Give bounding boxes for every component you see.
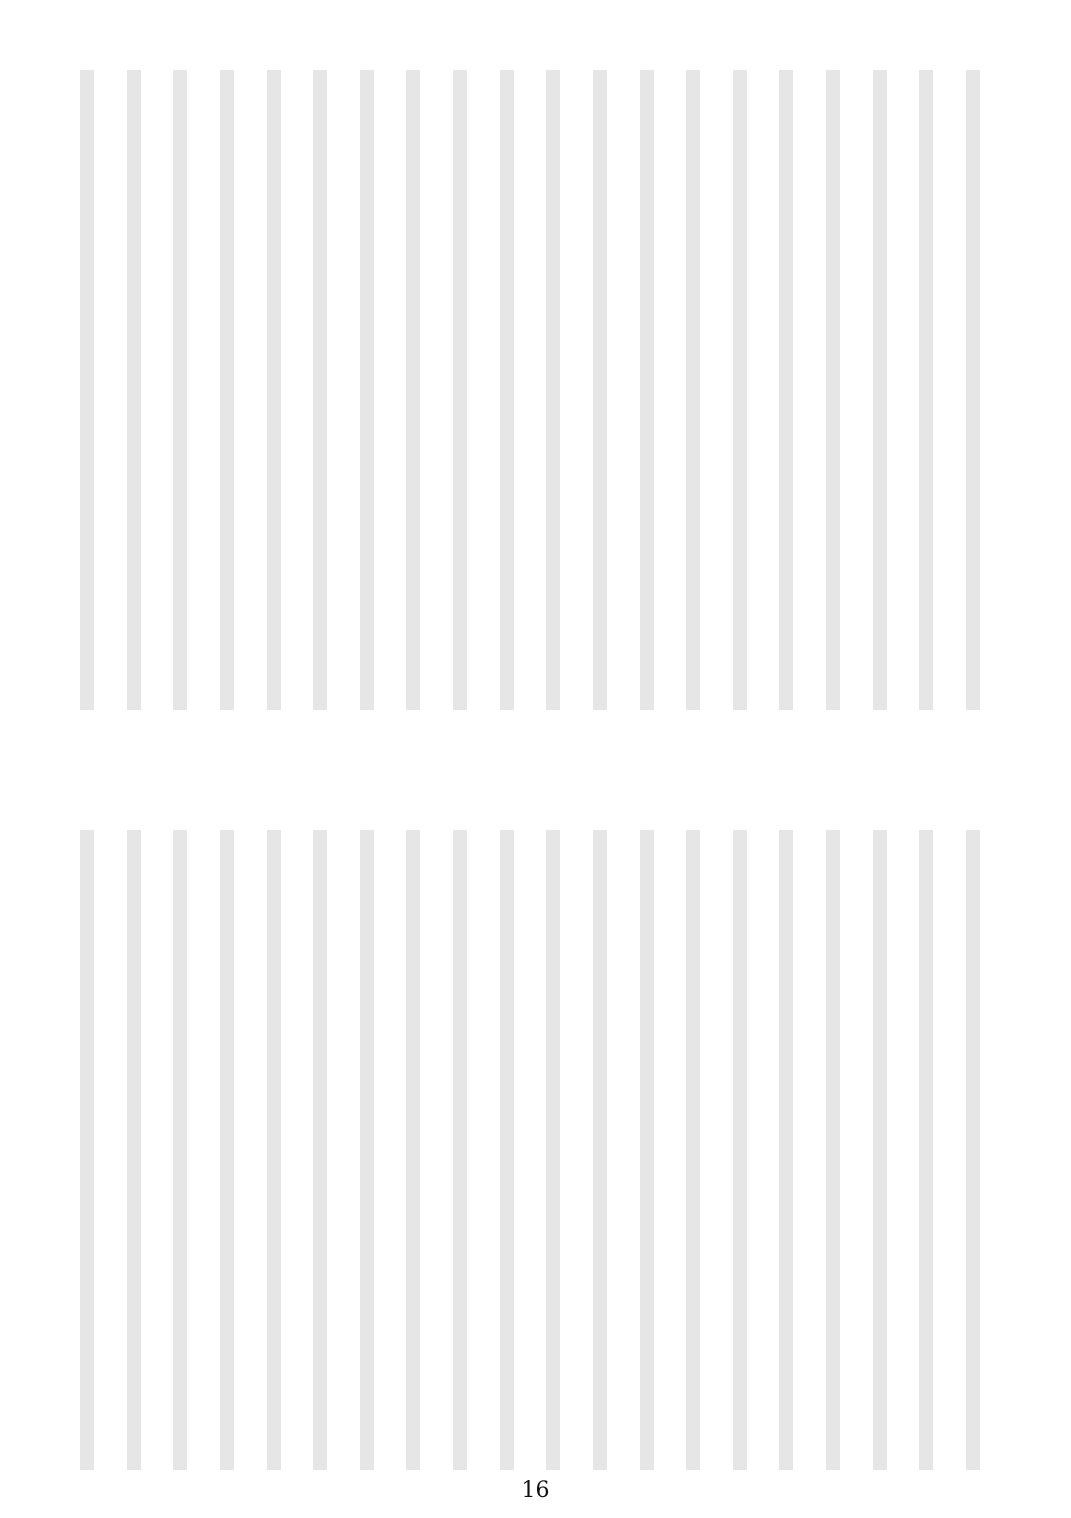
redacted-column <box>173 70 187 710</box>
redacted-column <box>313 830 327 1470</box>
redacted-column <box>733 70 747 710</box>
redacted-column <box>80 70 94 710</box>
redacted-column <box>500 830 514 1470</box>
redacted-column <box>593 830 607 1470</box>
redacted-column <box>80 830 94 1470</box>
redacted-column <box>593 70 607 710</box>
redacted-column <box>360 830 374 1470</box>
redacted-column <box>546 830 560 1470</box>
redacted-column <box>826 70 840 710</box>
upper-text-block-redacted <box>80 70 980 710</box>
redacted-column <box>919 70 933 710</box>
redacted-column <box>640 830 654 1470</box>
redacted-column <box>966 830 980 1470</box>
redacted-column <box>127 830 141 1470</box>
redacted-column <box>686 830 700 1470</box>
page-number: 16 <box>521 1478 550 1503</box>
redacted-column <box>453 70 467 710</box>
redacted-column <box>640 70 654 710</box>
redacted-column <box>873 830 887 1470</box>
redacted-column <box>500 70 514 710</box>
redacted-column <box>966 70 980 710</box>
redacted-column <box>826 830 840 1470</box>
lower-text-block-redacted <box>80 830 980 1470</box>
redacted-column <box>733 830 747 1470</box>
redacted-column <box>173 830 187 1470</box>
redacted-column <box>267 70 281 710</box>
redacted-column <box>779 830 793 1470</box>
redacted-column <box>313 70 327 710</box>
redacted-column <box>360 70 374 710</box>
redacted-column <box>406 830 420 1470</box>
redacted-column <box>220 70 234 710</box>
redacted-column <box>267 830 281 1470</box>
redacted-column <box>686 70 700 710</box>
redacted-column <box>919 830 933 1470</box>
redacted-column <box>406 70 420 710</box>
redacted-column <box>873 70 887 710</box>
redacted-column <box>453 830 467 1470</box>
redacted-column <box>127 70 141 710</box>
redacted-column <box>779 70 793 710</box>
redacted-column <box>220 830 234 1470</box>
redacted-column <box>546 70 560 710</box>
